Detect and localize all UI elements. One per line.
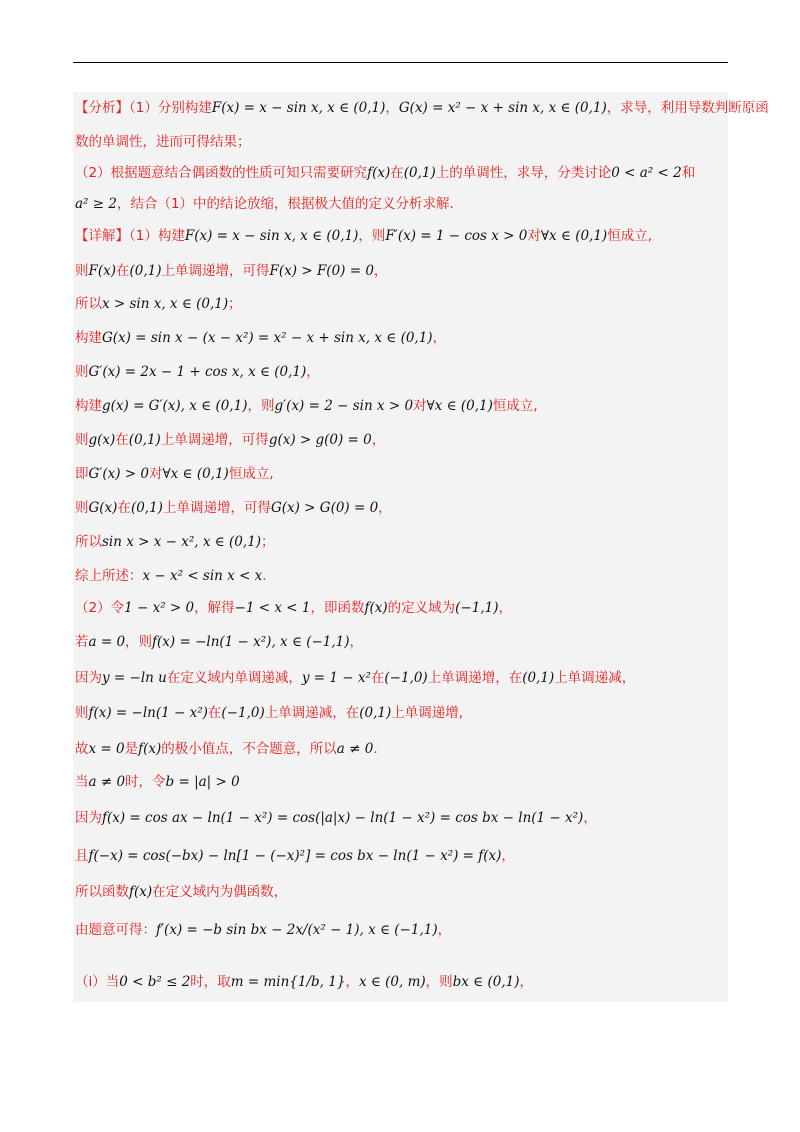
header-rule: [73, 62, 728, 63]
text-segment: ，则: [358, 228, 386, 244]
text-segment: 即: [75, 466, 89, 482]
text-segment: ，即函数: [310, 600, 365, 616]
text-line-3: [75, 163, 695, 183]
text-segment: 当: [75, 774, 89, 790]
text-segment: ，求导，利用导数判断原函: [606, 100, 769, 116]
math-expression: (0,1): [403, 165, 436, 181]
math-expression: f(x): [367, 165, 391, 181]
math-expression: ∀x ∈ (0,1): [162, 466, 229, 482]
text-segment: ，: [501, 848, 515, 864]
text-segment: ，则: [247, 398, 275, 414]
text-line-26: [75, 972, 533, 992]
text-segment: （2）令: [75, 600, 125, 616]
text-segment: 所以: [75, 296, 102, 312]
math-expression: f(x) = cos ax − ln(1 − x²) = cos(|a|x) − ln(1 − x²) = cos bx − ln(1 − x²): [102, 810, 584, 826]
math-expression: F(x) = x − sin x, x ∈ (0,1): [184, 228, 359, 244]
math-expression: F(x) = x − sin x, x ∈ (0,1): [211, 100, 386, 116]
text-segment: ，: [437, 922, 452, 938]
text-line-23: [75, 846, 515, 866]
text-segment: （i）当: [75, 974, 120, 990]
text-segment: ；: [228, 296, 242, 312]
text-segment: 则: [75, 500, 89, 516]
text-line-10: [75, 396, 538, 416]
math-expression: −1 < x < 1: [234, 600, 311, 616]
math-expression: a² ≥ 2: [75, 196, 117, 212]
math-expression: a ≠ 0: [88, 774, 126, 790]
math-expression: G′(x) = 2x − 1 + cos x, x ∈ (0,1): [88, 364, 307, 380]
math-expression: f(−x) = cos(−bx) − ln[1 − (−x)²] = cos bx − ln(1 − x²) = f(x): [88, 848, 502, 864]
text-segment: 则: [75, 432, 89, 448]
text-segment: 因为: [75, 810, 102, 826]
text-line-8: [75, 328, 446, 348]
text-segment: 时，令: [125, 774, 166, 790]
math-expression: (−1,0): [221, 705, 265, 721]
math-expression: F′(x) = 1 − cos x > 0: [385, 228, 528, 244]
text-segment: ，: [432, 330, 447, 346]
math-expression: G(x) = sin x − (x − x²) = x² − x + sin x, x ∈ (0,1): [102, 330, 433, 346]
text-line-9: [75, 362, 320, 382]
math-expression: (0,1): [129, 263, 162, 279]
text-segment: ，结合（1）中的结论放缩，根据极大值的定义分析求解.: [116, 196, 454, 212]
text-segment: 恒成立,: [228, 466, 274, 482]
text-segment: 上单调递增,: [391, 705, 464, 721]
text-segment: 所以: [75, 534, 102, 550]
text-segment: 恒成立,: [492, 398, 538, 414]
text-line-13: [75, 498, 392, 518]
text-segment: 对: [148, 466, 163, 482]
text-line-2: [75, 132, 251, 152]
text-segment: ，: [498, 600, 512, 616]
text-segment: 综上所述：: [75, 568, 143, 584]
math-expression: G(x) > G(0) = 0: [270, 500, 379, 516]
text-segment: 在: [207, 705, 222, 721]
text-segment: ，则: [125, 634, 153, 650]
text-line-21: [75, 772, 240, 792]
text-line-24: [75, 882, 287, 902]
text-segment: 则: [75, 263, 89, 279]
text-segment: 上单调递增，可得: [161, 263, 270, 279]
text-segment: ，: [378, 500, 392, 516]
math-expression: b = |a| > 0: [165, 774, 240, 790]
text-line-19: [75, 703, 463, 723]
text-line-16: [75, 598, 512, 618]
text-line-15: [75, 566, 267, 586]
text-line-25: [75, 920, 451, 940]
text-segment: ，: [306, 364, 320, 380]
text-segment: 【详解】（1）构建: [75, 228, 185, 244]
math-expression: F(x) > F(0) = 0: [269, 263, 374, 279]
math-expression: 0 < a² < 2: [611, 165, 682, 181]
text-segment: 在: [370, 670, 385, 686]
text-segment: 在定义域内为偶函数，: [152, 884, 288, 900]
text-line-6: [75, 261, 387, 281]
text-segment: 上单调递增，在: [427, 670, 523, 686]
math-expression: ∀x ∈ (0,1): [540, 228, 608, 244]
text-line-1: [75, 98, 769, 118]
text-segment: 则: [75, 364, 89, 380]
text-segment: 在: [117, 500, 131, 516]
math-expression: (0,1): [128, 432, 161, 448]
math-expression: sin x > x − x², x ∈ (0,1): [102, 534, 262, 550]
text-segment: 在: [116, 263, 130, 279]
text-line-22: [75, 808, 597, 828]
text-segment: ，: [583, 810, 597, 826]
text-segment: 上单调递减，: [554, 670, 636, 686]
math-expression: (0,1): [130, 500, 163, 516]
math-expression: f(x): [129, 884, 153, 900]
text-segment: ；: [261, 534, 275, 550]
text-segment: 对: [413, 398, 427, 414]
text-segment: 且: [75, 848, 89, 864]
math-expression: (−1,1): [455, 600, 499, 616]
text-segment: 则: [75, 705, 89, 721]
text-segment: 故: [75, 741, 89, 757]
math-expression: (0,1): [359, 705, 392, 721]
text-segment: ，: [345, 974, 359, 990]
text-segment: 在: [115, 432, 129, 448]
math-expression: (0,1): [522, 670, 555, 686]
text-line-18: [75, 668, 635, 688]
text-segment: 所以函数: [75, 884, 129, 900]
math-expression: f(x): [138, 741, 162, 757]
math-expression: x > sin x, x ∈ (0,1): [102, 296, 229, 312]
text-segment: ，则: [425, 974, 453, 990]
text-segment: 在定义域内单调递减，: [166, 670, 302, 686]
text-segment: 在: [390, 165, 404, 181]
math-expression: g(x): [88, 432, 116, 448]
text-segment: 时，取: [190, 974, 231, 990]
math-expression: a = 0: [88, 634, 126, 650]
text-segment: ，: [371, 432, 386, 448]
text-segment: ，: [349, 634, 364, 650]
text-segment: 由题意可得：: [75, 922, 156, 938]
math-expression: (−1,0): [384, 670, 428, 686]
math-expression: 0 < b² ≤ 2: [119, 974, 191, 990]
text-segment: 【分析】（1）分别构建: [75, 100, 212, 116]
math-expression: f(x) = −ln(1 − x²), x ∈ (−1,1): [152, 634, 350, 650]
text-segment: 构建: [75, 398, 102, 414]
math-expression: x − x² < sin x < x: [142, 568, 263, 584]
math-expression: g(x) > g(0) = 0: [268, 432, 372, 448]
math-expression: g(x) = G′(x), x ∈ (0,1): [102, 398, 248, 414]
math-expression: y = −ln u: [102, 670, 167, 686]
math-expression: f(x) = −ln(1 − x²): [88, 705, 208, 721]
text-segment: .: [373, 741, 378, 757]
text-segment: .: [262, 568, 267, 584]
text-segment: 因为: [75, 670, 102, 686]
text-segment: 的极小值点，不合题意，所以: [161, 741, 337, 757]
text-line-5: [75, 226, 652, 246]
math-expression: G(x) = x² − x + sin x, x ∈ (0,1): [398, 100, 607, 116]
text-segment: 上的单调性，求导，分类讨论: [435, 165, 612, 181]
math-expression: x = 0: [88, 741, 125, 757]
text-line-12: [75, 464, 274, 484]
text-segment: 上单调递增，可得: [160, 432, 269, 448]
math-expression: m = min{1/b, 1}: [230, 974, 346, 990]
text-segment: 若: [75, 634, 89, 650]
math-expression: bx ∈ (0,1): [452, 974, 520, 990]
math-expression: G′(x) > 0: [88, 466, 149, 482]
text-segment: 上单调递增，可得: [162, 500, 271, 516]
text-segment: （2）根据题意结合偶函数的性质可知只需要研究: [75, 165, 368, 181]
text-line-20: [75, 739, 378, 759]
math-expression: y = 1 − x²: [301, 670, 371, 686]
text-line-14: [75, 532, 275, 552]
math-expression: ∀x ∈ (0,1): [426, 398, 493, 414]
text-segment: 和: [681, 165, 696, 181]
math-expression: x ∈ (0, m): [358, 974, 426, 990]
math-expression: a ≠ 0: [336, 741, 374, 757]
text-segment: 对: [527, 228, 541, 244]
text-segment: ，解得: [194, 600, 235, 616]
text-segment: ，: [373, 263, 388, 279]
text-segment: ，: [519, 974, 533, 990]
text-segment: 构建: [75, 330, 102, 346]
math-expression: g′(x) = 2 − sin x > 0: [274, 398, 414, 414]
text-line-17: [75, 632, 363, 652]
math-expression: G(x): [88, 500, 118, 516]
text-line-7: [75, 294, 242, 314]
text-segment: 恒成立,: [607, 228, 652, 244]
math-expression: f′(x) = −b sin bx − 2x/(x² − 1), x ∈ (−1,1): [156, 922, 438, 938]
math-expression: f(x): [364, 600, 388, 616]
text-line-11: [75, 430, 385, 450]
math-expression: F(x): [88, 263, 117, 279]
text-segment: ，: [385, 100, 399, 116]
text-segment: 数的单调性，进而可得结果；: [75, 134, 251, 150]
math-expression: 1 − x² > 0: [124, 600, 195, 616]
text-segment: 的定义域为: [387, 600, 456, 616]
text-line-4: [75, 194, 454, 214]
text-segment: 上单调递减，在: [264, 705, 360, 721]
text-segment: 是: [124, 741, 139, 757]
